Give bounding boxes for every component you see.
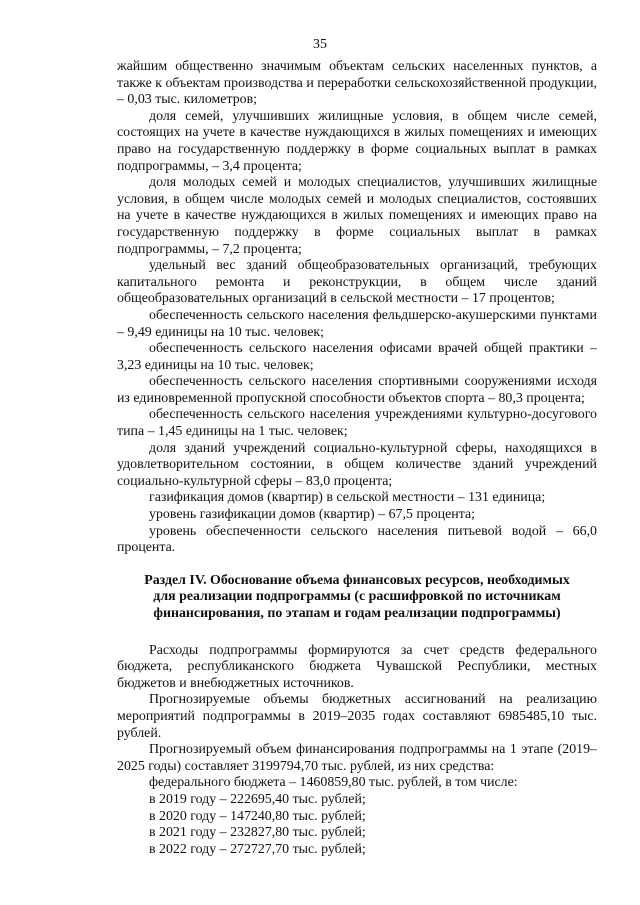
section-heading-line: для реализации подпрограммы (с расшифровкой по источникам [153, 589, 561, 605]
section-heading-line: Раздел IV. Обоснование объема финансовых ресурсов, необходимых [144, 572, 570, 588]
paragraph: Прогнозируемый объем финансирования подпрограммы на 1 этапе (2019–2025 годы) составляет 3199794,70 тыс. рублей, из них средства: [117, 742, 597, 774]
list-item: в 2019 году – 222695,40 тыс. рублей; [149, 791, 366, 807]
section-heading [117, 573, 597, 623]
list-item: в 2022 году – 272727,70 тыс. рублей; [149, 841, 366, 857]
list-item: в 2020 году – 147240,80 тыс. рублей; [149, 808, 366, 824]
paragraph: обеспеченность сельского населения спортивными сооружениями исходя из единовременной пропускной способности объектов спорта – 80,3 процента; [117, 374, 597, 406]
paragraph: уровень газификации домов (квартир) – 67,5 процента; [149, 507, 475, 523]
paragraph: удельный вес зданий общеобразовательных организаций, требующих капитального ремонта и реконструкции, в общем числе зданий общеобразовательных организаций в сельской местности – 17 процентов; [117, 258, 597, 307]
document-body [117, 59, 597, 858]
page-number: 35 [313, 37, 327, 52]
paragraph: обеспеченность сельского населения фельдшерско-акушерскими пунктами – 9,49 единицы на 10 тыс. человек; [117, 307, 597, 340]
paragraph: доля семей, улучшивших жилищные условия, в общем числе семей, состоящих на учете в качестве нуждающихся в жилых помещениях и имеющих право на государственную поддержку в форме социальных выплат в рамках подпрограммы, – 3,4 процента; [117, 108, 597, 174]
paragraph: жайшим общественно значимым объектам сельских населенных пунктов, а также к объектам производства и переработки сельскохозяйственной продукции, – 0,03 тыс. километров; [117, 59, 597, 108]
paragraph: Прогнозируемые объемы бюджетных ассигнований на реализацию мероприятий подпрограммы в 2019–2035 годах составляют 6985485,10 тыс. рублей. [117, 692, 597, 741]
paragraph: федерального бюджета – 1460859,80 тыс. рублей, в том числе: [149, 775, 518, 791]
paragraph: Расходы подпрограммы формируются за счет средств федерального бюджета, республиканского бюджета Чувашской Республики, местных бюджетов и внебюджетных источников. [117, 642, 597, 691]
paragraph: обеспеченность сельского населения учреждениями культурно-досугового типа – 1,45 единицы на 1 тыс. человек; [117, 407, 597, 440]
section-heading-line: финансирования, по этапам и годам реализации подпрограммы) [153, 606, 561, 621]
paragraph: доля зданий учреждений социально-культурной сферы, находящихся в удовлетворительном состоянии, в общем количестве зданий учреждений социально-культурной сферы – 83,0 процента; [117, 440, 597, 489]
paragraph: обеспеченность сельского населения офисами врачей общей практики – 3,23 единицы на 10 тыс. человек; [117, 341, 597, 373]
paragraph: уровень обеспеченности сельского населения питьевой водой – 66,0 процента. [117, 523, 597, 556]
paragraph: доля молодых семей и молодых специалистов, улучшивших жилищные условия, в общем числе молодых семей и молодых специалистов, состоявших на учете в качестве нуждающихся в жилых помещениях и имеющих право на государственную поддержку в форме социальных выплат в рамках подпрограммы, – 7,2 процента; [117, 175, 597, 257]
paragraph: газификация домов (квартир) в сельской местности – 131 единица; [149, 490, 546, 506]
list-item: в 2021 году – 232827,80 тыс. рублей; [149, 825, 366, 841]
